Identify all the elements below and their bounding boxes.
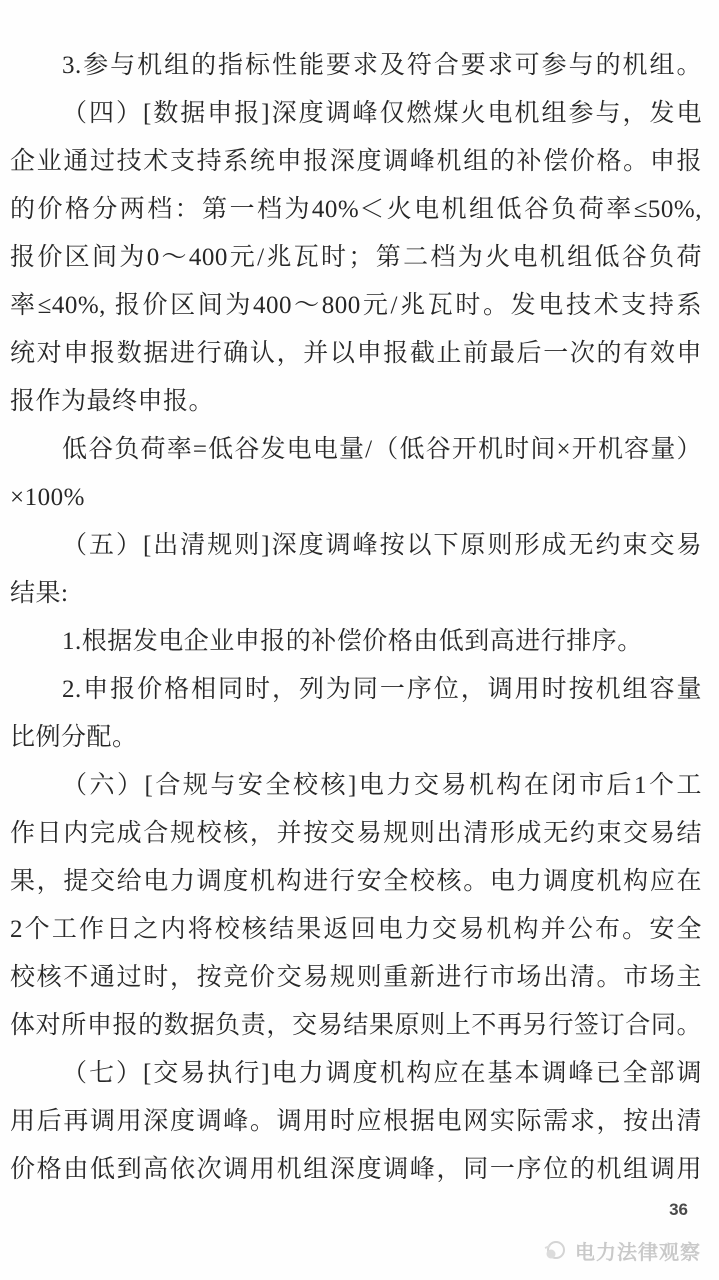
text-line: （五）[出清规则]深度调峰按以下原则形成无约束交易 [62,532,702,559]
text-line: （七）[交易执行]电力调度机构应在基本调峰已全部调 [62,1060,702,1087]
text-line: 1.根据发电企业申报的补偿价格由低到高进行排序。 [62,628,643,655]
watermark-logo-icon [542,1238,568,1264]
document-body [10,42,702,1194]
text-line: 用后再调用深度调峰。调用时应根据电网实际需求，按出清 [10,1108,702,1135]
watermark [542,1236,701,1265]
text-line: 2个工作日之内将校核结果返回电力交易机构并公布。安全 [10,916,702,943]
text-line: ×100% [10,484,85,511]
text-line: 率≤40%, 报价区间为400～800元/兆瓦时。发电技术支持系 [10,292,702,319]
text-line: 企业通过技术支持系统申报深度调峰机组的补偿价格。申报 [10,148,702,175]
text-line: 价格由低到高依次调用机组深度调峰，同一序位的机组调用 [10,1156,702,1183]
page-number: 36 [669,1200,688,1219]
text-line: （四）[数据申报]深度调峰仅燃煤火电机组参与，发电 [62,100,702,127]
watermark-text: 电力法律观察 [575,1242,701,1264]
text-line: 的价格分两档：第一档为40%＜火电机组低谷负荷率≤50%, [10,196,702,223]
text-line: 报价区间为0～400元/兆瓦时；第二档为火电机组低谷负荷 [10,244,702,271]
text-line: 作日内完成合规校核，并按交易规则出清形成无约束交易结 [10,820,702,847]
text-line: 校核不通过时，按竞价交易规则重新进行市场出清。市场主 [10,964,702,991]
text-line: 比例分配。 [10,724,138,751]
text-line: 3.参与机组的指标性能要求及符合要求可参与的机组。 [62,52,702,79]
text-line: 统对申报数据进行确认，并以申报截止前最后一次的有效申 [10,340,702,367]
text-line: （六）[合规与安全校核]电力交易机构在闭市后1个工 [62,772,702,799]
text-line: 低谷负荷率=低谷发电电量/（低谷开机时间×开机容量） [62,436,702,463]
text-line: 果，提交给电力调度机构进行安全校核。电力调度机构应在 [10,868,702,895]
text-line: 2.申报价格相同时，列为同一序位，调用时按机组容量 [62,676,702,703]
text-line: 结果: [10,580,69,607]
text-line: 报作为最终申报。 [10,388,215,415]
text-line: 体对所申报的数据负责，交易结果原则上不再另行签订合同。 [10,1012,702,1039]
